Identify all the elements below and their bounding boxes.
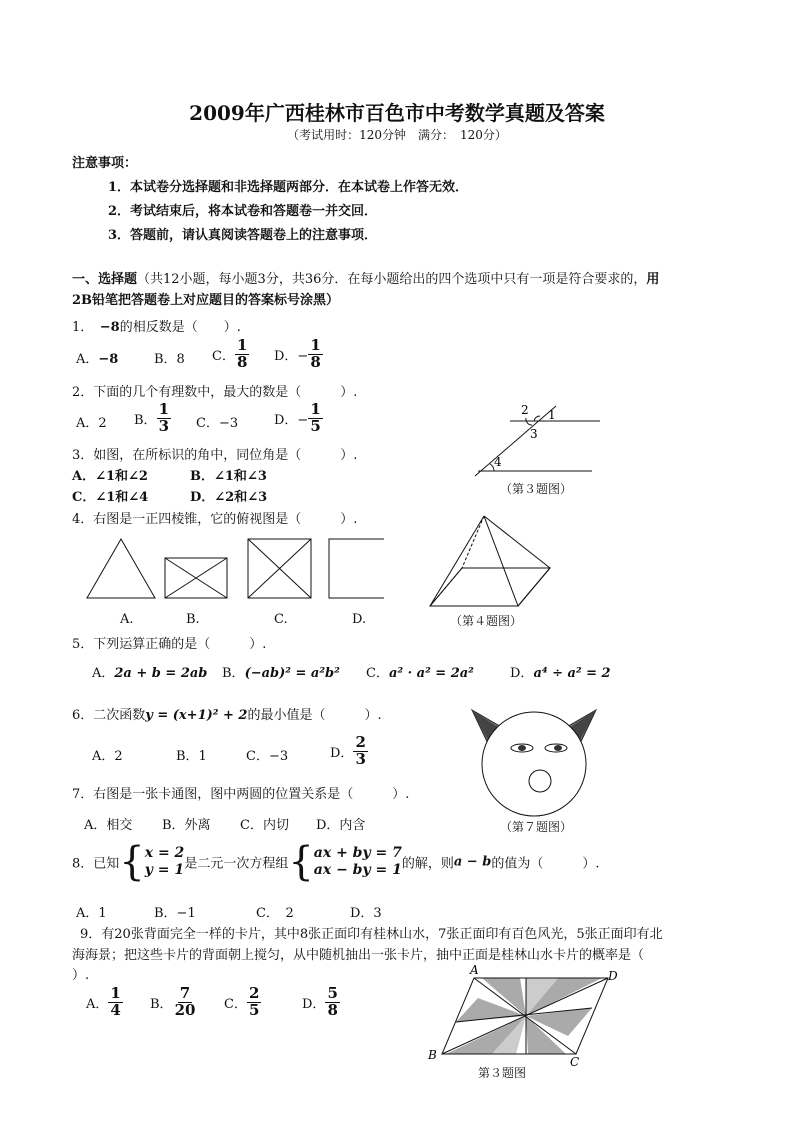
q6-option-c: C．−3	[246, 749, 289, 764]
q9-option-a: A． $\frac{1}{4}$	[86, 984, 121, 1019]
q4-option-c: C.	[274, 612, 288, 627]
notice-item-1: 1．本试卷分选择题和非选择题两部分．在本试卷上作答无效．	[108, 180, 469, 195]
q3-figure	[470, 398, 605, 478]
notice-item-2: 2．考试结束后，将本试卷和答题卷一并交回．	[108, 204, 378, 219]
q2-option-d: D．− $\frac{1}{5}$	[274, 400, 321, 435]
q1-math: −8	[99, 320, 120, 335]
section1-heading: 一、选择题	[72, 272, 138, 287]
section1-text: （共12小题，每小题3分，共36分．在每小题给出的四个选项中只有一项是符合要求的，	[137, 272, 647, 287]
q3-label-4: 4	[494, 455, 502, 469]
q7-cartoon-figure	[470, 708, 600, 820]
section1-header	[72, 268, 659, 287]
q9-option-d: D． $\frac{5}{8}$	[302, 984, 338, 1019]
page-title: 2009年广西桂林市百色市中考数学真题及答案	[189, 101, 605, 125]
q6-option-b: B．1	[176, 749, 207, 764]
q1-option-c: C． $\frac{1}{8}$	[212, 336, 248, 371]
q8-option-a: A．1	[76, 906, 107, 921]
q3-stem: 3．如图，在所标识的角中，同位角是（ ）.	[72, 448, 358, 463]
q5-option-b: B．(−ab)² = a²b²	[222, 666, 340, 681]
q6-option-a: A．2	[92, 749, 123, 764]
notice-item-3: 3．答题前，请认真阅读答题卷上的注意事项．	[108, 228, 378, 243]
q4-stem: 4．右图是一正四棱锥，它的俯视图是（ ）.	[72, 512, 358, 527]
q9-option-b: B． $\frac{7}{20}$	[150, 984, 196, 1019]
q3-option-d: D．∠2和∠3	[190, 490, 268, 505]
q2-option-b: B． $\frac{1}{3}$	[134, 400, 169, 435]
q2-stem: 2．下面的几个有理数中，最大的数是（ ）.	[72, 385, 358, 400]
q1-text: 的相反数是（ ）.	[119, 320, 241, 335]
q7-caption: （第７题图）	[500, 820, 573, 834]
q3-label-2: 2	[521, 403, 529, 417]
notice-heading: 注意事项：	[72, 156, 138, 171]
q9-parallelogram-figure	[426, 962, 626, 1070]
page-subtitle: （考试用时：120分钟 满分： 120分）	[287, 128, 507, 142]
q9-line2: 海海景；把这些卡片的背面朝上搅匀，从中随机抽出一张卡片，抽中正面是桂林山水卡片的概率是（	[72, 948, 645, 963]
section1-line2: 2B铅笔把答题卷上对应题目的答案标号涂黑）	[72, 293, 340, 308]
q9-vertex-c: C	[570, 1055, 580, 1069]
q7-option-b: B．外离	[162, 818, 211, 833]
q5-stem: 5．下列运算正确的是（ ）.	[72, 637, 267, 652]
q8-option-d: D．3	[350, 906, 382, 921]
q9-line3: ）.	[72, 968, 90, 983]
q5-option-a: A．2a + b = 2ab	[92, 666, 208, 681]
q4-options-figure	[84, 536, 384, 600]
q9-vertex-a: A	[470, 963, 479, 977]
q7-stem: 7．右图是一张卡通图，图中两圆的位置关系是（ ）.	[72, 787, 410, 802]
q3-caption: （第３题图）	[500, 482, 573, 496]
q7-option-c: C．内切	[240, 818, 289, 833]
section1-bold-tail: 用	[646, 272, 660, 287]
q3-label-3: 3	[530, 427, 538, 441]
q8-option-b: B．−1	[154, 906, 196, 921]
q1-option-b: B．8	[154, 352, 185, 367]
q7-option-d: D．内含	[316, 818, 366, 833]
q6-option-d: D． $\frac{2}{3}$	[330, 733, 366, 768]
q4-pyramid-figure	[426, 512, 556, 610]
q4-option-b: B.	[186, 612, 200, 627]
q8-option-c: C． 2	[256, 906, 294, 921]
q8-stem: 8．已知{ x = 2 y = 1 是二元一次方程组{ ax + by = 7 ax − by = 1 的解，则a − b的值为（ ）.	[72, 839, 600, 885]
q1-option-d: D．− $\frac{1}{8}$	[274, 336, 321, 371]
q1-option-a: A．−8	[76, 352, 119, 367]
q4-option-a: A.	[120, 612, 134, 627]
q9-line1: 9．有20张背面完全一样的卡片，其中8张正面印有桂林山水，7张正面印有百色风光，5张正面印有北	[80, 927, 663, 942]
q1-num: 1．	[72, 320, 100, 335]
q2-option-a: A．2	[76, 416, 107, 431]
q9-vertex-b: B	[428, 1048, 437, 1062]
q4-option-d: D.	[352, 612, 367, 627]
q3-label-1: 1	[548, 408, 556, 422]
q3-option-b: B．∠1和∠3	[190, 469, 267, 484]
q3-option-a: A．∠1和∠2	[72, 469, 148, 484]
q9-option-c: C． $\frac{2}{5}$	[224, 984, 260, 1019]
q9-caption: 第３题图	[478, 1066, 527, 1080]
q3-option-c: C．∠1和∠4	[72, 490, 149, 505]
q7-option-a: A．相交	[84, 818, 133, 833]
q4-caption: （第４题图）	[450, 614, 523, 628]
q9-vertex-d: D	[608, 969, 618, 983]
q5-option-d: D．a⁴ ÷ a² = 2	[510, 666, 611, 681]
q2-option-c: C．−3	[196, 416, 239, 431]
q6-stem: 6．二次函数y = (x+1)² + 2的最小值是（ ）.	[72, 708, 382, 723]
q5-option-c: C．a² · a² = 2a²	[366, 666, 474, 681]
q1-stem	[72, 316, 241, 335]
